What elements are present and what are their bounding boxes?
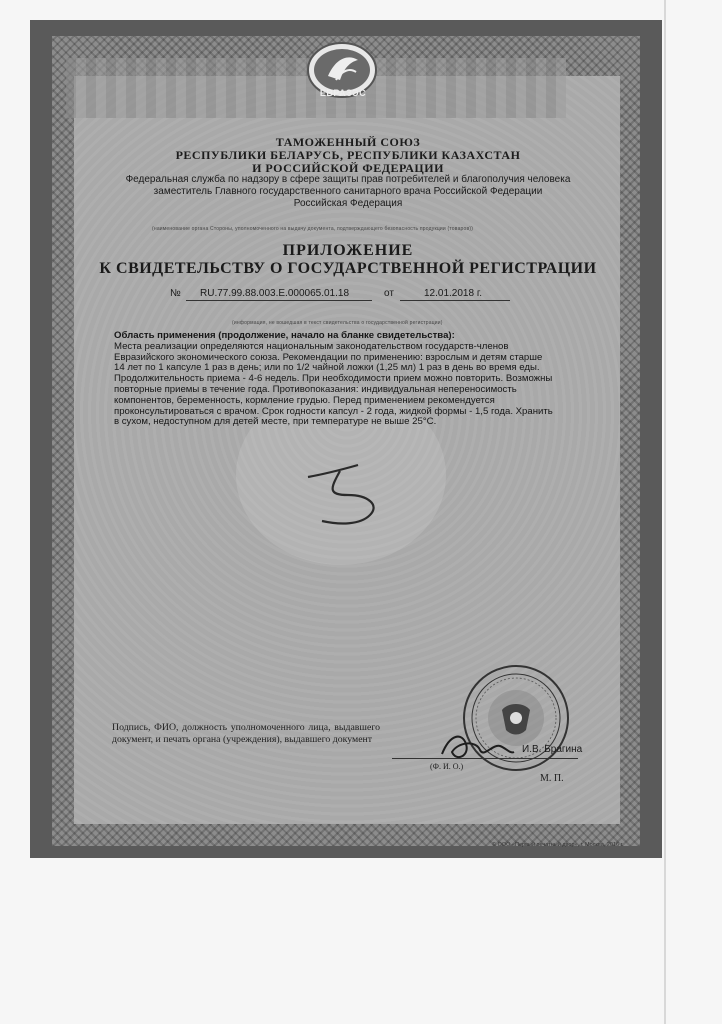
- scope-line: в сухом, недоступном для детей месте, при температуре не выше 25°С.: [114, 416, 437, 428]
- reg-number: RU.77.99.88.003.Е.000065.01.18: [200, 288, 350, 299]
- scope-line: проконсультироваться с врачом. Срок годности капсул - 2 года, жидкой формы - 1,5 года. Хранить: [114, 405, 553, 417]
- agency-line-1: Федеральная служба по надзору в сфере защиты прав потребителей и благополучия человека: [125, 174, 571, 185]
- union-line-2: РЕСПУБЛИКИ БЕЛАРУСЬ, РЕСПУБЛИКИ КАЗАХСТАН: [175, 148, 521, 162]
- union-line-3: И РОССИЙСКОЙ ФЕДЕРАЦИИ: [252, 161, 444, 175]
- agency-line-3: Российская Федерация: [293, 198, 403, 209]
- page-edge: [664, 0, 666, 1024]
- scope-line: Продолжительность приема - 4-6 недель. При необходимости прием можно повторить. Возможны: [114, 373, 553, 385]
- scope-heading: Область применения (продолжение, начало на бланке свидетельства):: [114, 330, 455, 341]
- signature-line: [392, 758, 578, 759]
- logo-label: ЕВРАЗЭС: [319, 88, 367, 98]
- union-header: [88, 136, 608, 175]
- signer-name: И.В. Брагина: [522, 744, 583, 755]
- scope-line: повторные приемы в течение года. Противопоказания: индивидуальная непереносимость: [114, 383, 517, 395]
- reg-number-underline: [186, 300, 372, 301]
- seal-place-mark: М. П.: [540, 773, 564, 784]
- scope-line: Евразийского экономического союза. Рекомендации по применению: взрослым и детям старше: [114, 351, 543, 363]
- agency-line-2: заместитель Главного государственного санитарного врача Российской Федерации: [153, 186, 543, 197]
- reg-caption: (информация, не вошедшая в текст свидетельства о государственной регистрации): [232, 320, 443, 326]
- union-line-1: ТАМОЖЕННЫЙ СОЮЗ: [275, 135, 421, 149]
- document-subtitle: К СВИДЕТЕЛЬСТВУ О ГОСУДАРСТВЕННОЙ РЕГИСТРАЦИИ: [99, 260, 597, 277]
- scope-line: 14 лет по 1 капсуле 1 раз в день; или по 1/2 чайной ложки (1,25 мл) 1 раз в день во время еды.: [114, 362, 540, 374]
- signature-instructions: Подпись, ФИО, должность уполномоченного лица, выдавшего документ, и печать органа (учреждения), выдавшего документ: [112, 722, 380, 745]
- reg-date-underline: [400, 300, 510, 301]
- agency-block: [88, 174, 608, 210]
- scope-line: компонентов, беременность, кормление грудью. Перед применением рекомендуется: [114, 394, 495, 406]
- scope-of-application: [114, 331, 590, 428]
- reg-date: 12.01.2018 г.: [424, 288, 483, 299]
- agency-caption: (наименование органа Стороны, уполномоченного на выдачу документа, подтверждающего безопасность продукции (товаров)): [152, 226, 474, 232]
- scope-line: Места реализации определяются национальным законодательством государств-членов: [114, 340, 509, 352]
- printer-imprint: © ООО «Первый печатный двор», г. Москва, 2016 г.: [492, 842, 624, 848]
- fio-caption: (Ф. И. О.): [430, 762, 464, 771]
- center-signature-mark-icon: [300, 455, 400, 535]
- document-title: ПРИЛОЖЕНИЕ: [282, 242, 414, 259]
- reg-date-label: от: [384, 288, 394, 299]
- reg-number-label: №: [170, 288, 181, 299]
